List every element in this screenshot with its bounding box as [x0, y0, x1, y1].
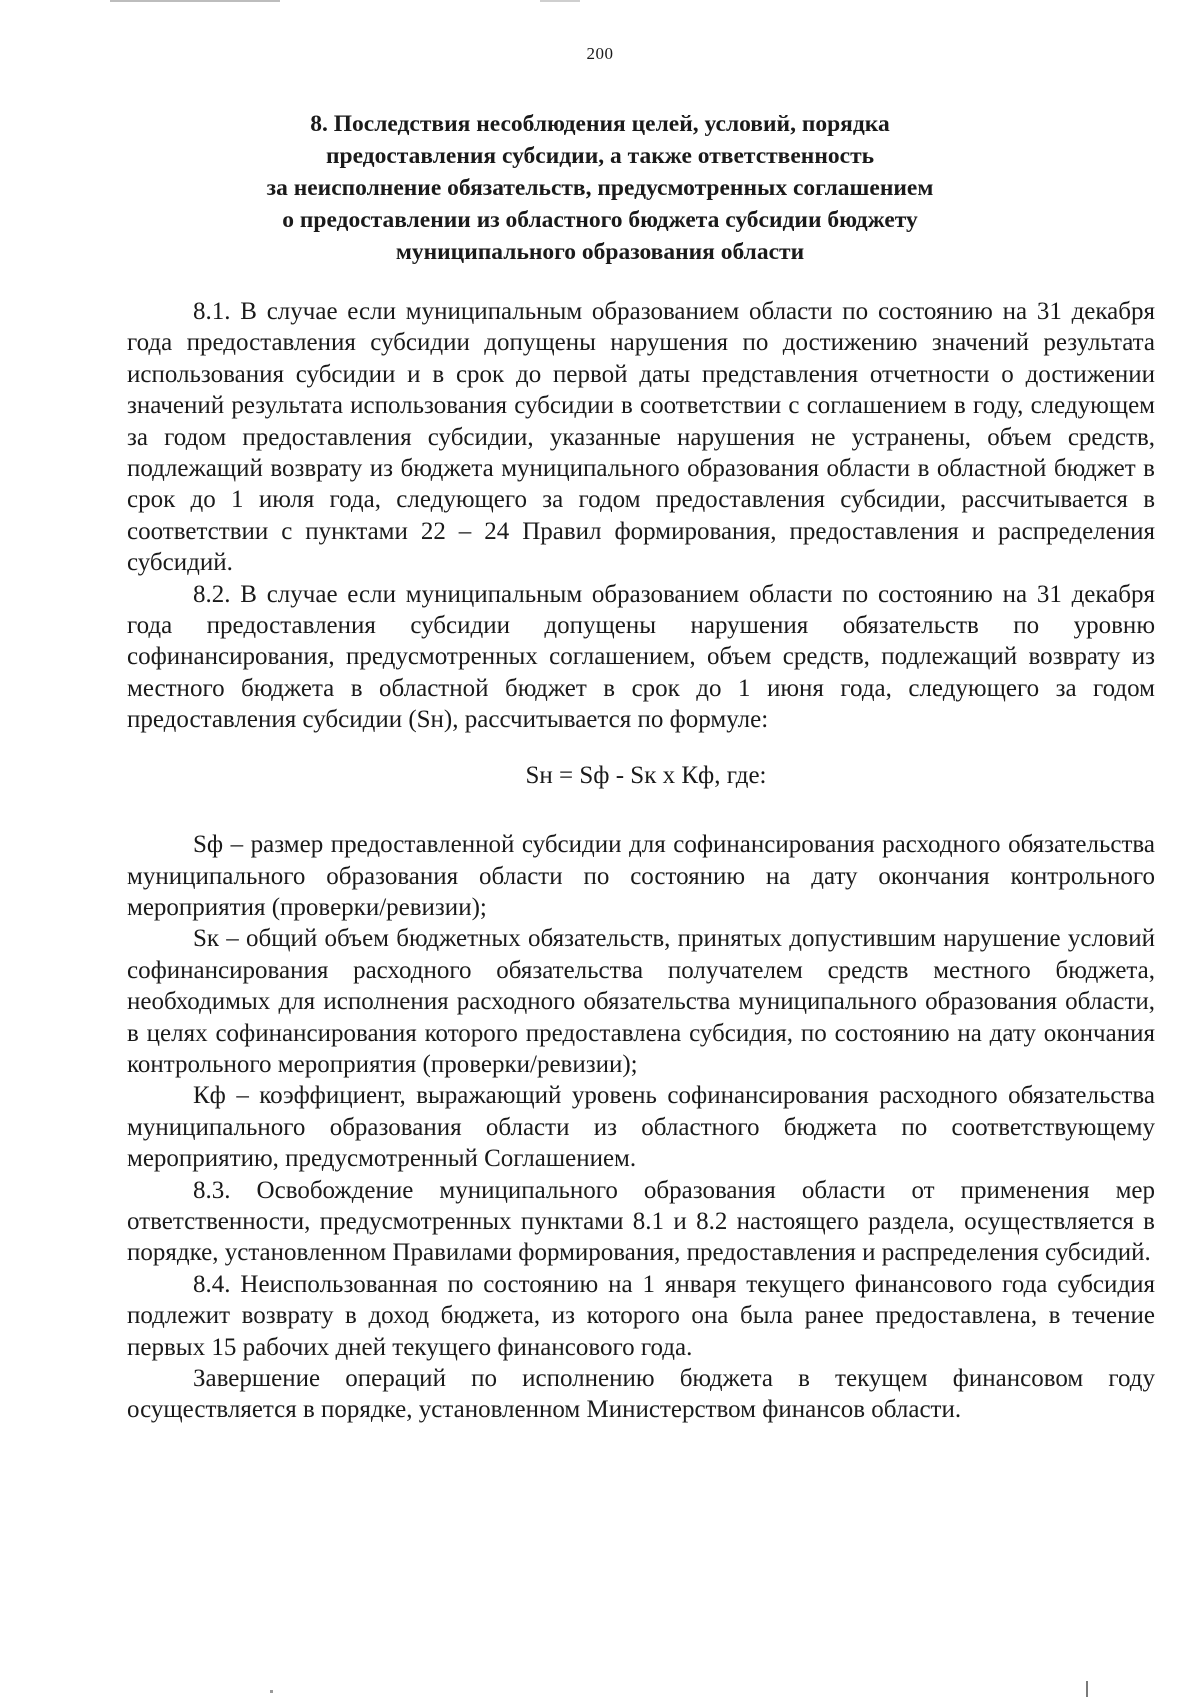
scan-artifact [1086, 1681, 1088, 1697]
paragraph-8-2: 8.2. В случае если муниципальным образованием области по состоянию на 31 декабря года предоставления субсидии допущены нарушения обязательств по уровню софинансирования, предусмотренных соглашением, объем средств, подлежащий возврату из местного бюджета в областной бюджет в срок до 1 июня года, следующего за годом предоставления субсидии (Sн), рассчитывается по формуле: [127, 580, 1155, 734]
scan-artifact [540, 0, 580, 2]
section-title-line: муниципального образования области [395, 239, 805, 265]
scan-artifact [270, 1690, 273, 1693]
definition-kf: Кф – коэффициент, выражающий уровень софинансирования расходного обязательства муниципального образования области из областного бюджета по соответствующему мероприятию, предусмотренный Соглашением. [127, 1082, 1155, 1173]
section-body [127, 296, 1155, 1426]
formula: Sн = Sф - Sк х Кф, где: [525, 761, 767, 789]
paragraph-8-4: 8.4. Неиспользованная по состоянию на 1 января текущего финансового года субсидия подлежит возврату в доход бюджета, из которого она была ранее предоставлена, в течение первых 15 рабочих дней текущего финансового года. [127, 1270, 1155, 1361]
section-title [170, 108, 1030, 268]
section-title-line: предоставления субсидии, а также ответственность [325, 143, 875, 169]
section-title-line: 8. Последствия несоблюдения целей, условий, порядка [310, 111, 890, 137]
definition-sf: Sф – размер предоставленной субсидии для софинансирования расходного обязательства муниципального образования области по состоянию на дату окончания контрольного мероприятия (проверки/ревизии); [127, 831, 1155, 921]
paragraph-8-1: 8.1. В случае если муниципальным образованием области по состоянию на 31 декабря года предоставления субсидии допущены нарушения по достижению значений результата использования субсидии и в срок до первой даты представления отчетности о достижении значений результата использования субсидии в соответствии с соглашением в году, следующем за годом предоставления субсидии, указанные нарушения не устранены, объем средств, подлежащий возврату из бюджета муниципального образования области в областной бюджет в срок до 1 июля года, следующего за годом предоставления субсидии, рассчитывается в соответствии с пунктами 22 – 24 Правил формирования, предоставления и распределения субсидий. [127, 298, 1155, 577]
page-number: 200 [586, 44, 614, 63]
section-title-line: за неисполнение обязательств, предусмотренных соглашением [266, 175, 934, 201]
paragraph-8-3: 8.3. Освобождение муниципального образования области от применения мер ответственности, предусмотренных пунктами 8.1 и 8.2 настоящего раздела, осуществляется в порядке, установленном Правилами формирования, предоставления и распределения субсидий. [127, 1176, 1155, 1267]
paragraph-final: Завершение операций по исполнению бюджета в текущем финансовом году осуществляется в порядке, установленном Министерством финансов области. [127, 1365, 1155, 1424]
scan-artifact [110, 0, 280, 2]
section-title-line: о предоставлении из областного бюджета субсидии бюджету [282, 207, 918, 233]
definition-sk: Sк – общий объем бюджетных обязательств, принятых допустившим нарушение условий софинансирования расходного обязательства получателем средств местного бюджета, необходимых для исполнения расходного обязательства муниципального образования области, в целях софинансирования которого предоставлена субсидия, по состоянию на дату окончания контрольного мероприятия (проверки/ревизии); [127, 925, 1155, 1078]
